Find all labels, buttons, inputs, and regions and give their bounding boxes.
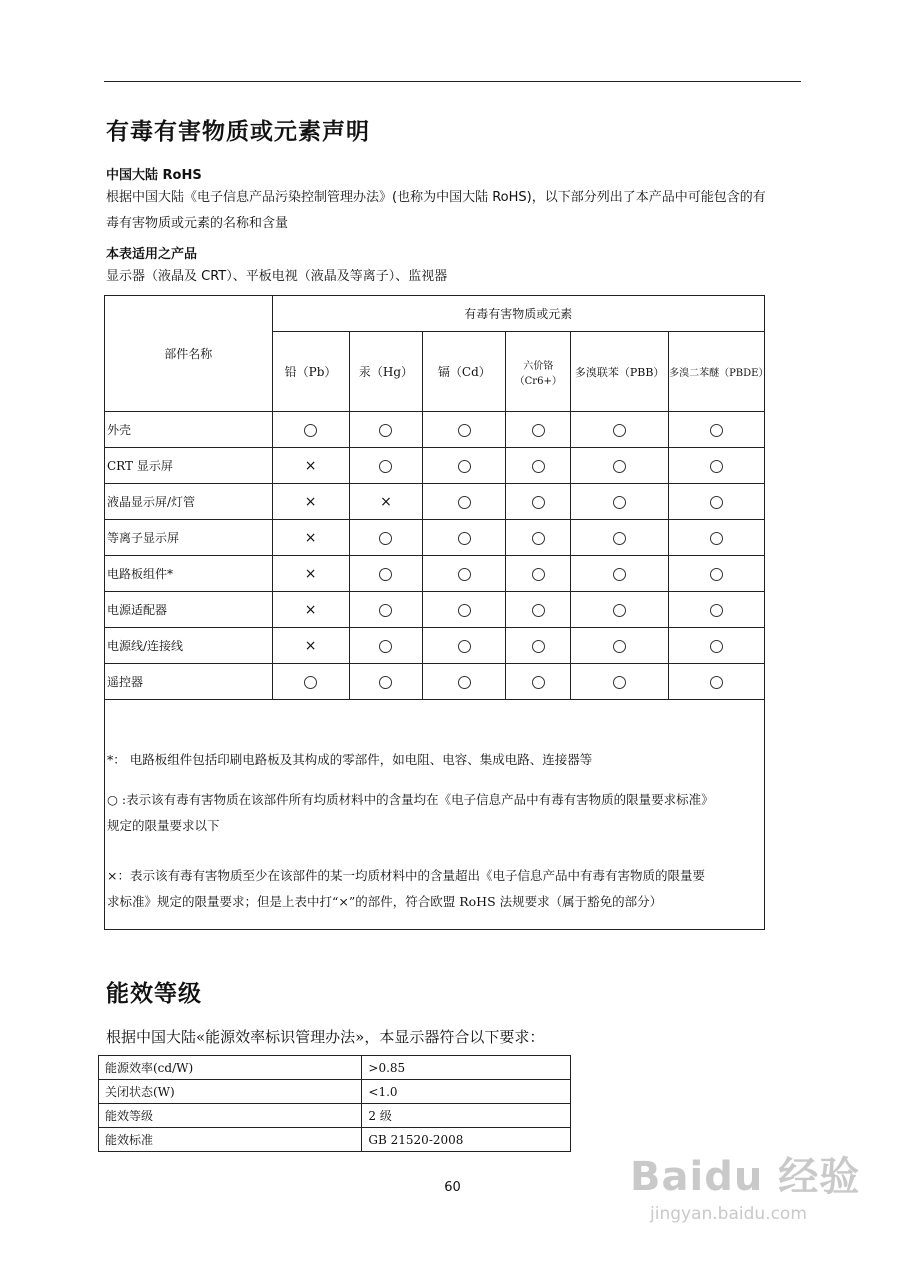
- circle-mark-icon: [379, 604, 392, 617]
- table-row: [99, 1104, 571, 1128]
- substance-cell: [571, 520, 669, 556]
- part-name: 遥控器: [105, 664, 273, 700]
- substance-cell: [423, 664, 506, 700]
- substance-cell: [423, 556, 506, 592]
- energy-intro: 根据中国大陆«能源效率标识管理办法»，本显示器符合以下要求：: [106, 1028, 545, 1046]
- energy-label: 关闭状态(W): [99, 1080, 362, 1104]
- page-number: 60: [444, 1180, 461, 1195]
- circle-mark-icon: [613, 604, 626, 617]
- substance-cell: [423, 484, 506, 520]
- circle-mark-icon: [710, 496, 723, 509]
- subtitle-rohs: 中国大陆 RoHS: [106, 168, 202, 183]
- top-rule: [104, 81, 801, 82]
- circle-mark-icon: [710, 568, 723, 581]
- substance-cell: [349, 448, 423, 484]
- cross-mark: ×: [304, 637, 317, 654]
- cross-mark: ×: [304, 529, 317, 546]
- circle-mark-icon: [379, 532, 392, 545]
- intro-line-2: 毒有害物质或元素的名称和含量: [106, 216, 289, 231]
- circle-mark-icon: [710, 604, 723, 617]
- circle-mark-icon: [532, 496, 545, 509]
- note-circle-line-2: 规定的限量要求以下: [107, 818, 220, 833]
- part-name-header: 部件名称: [105, 296, 273, 412]
- cross-mark: ×: [304, 565, 317, 582]
- circle-mark-icon: [458, 676, 471, 689]
- substance-cell: [349, 664, 423, 700]
- circle-mark-icon: [532, 604, 545, 617]
- circle-mark-icon: [458, 532, 471, 545]
- part-name: 等离子显示屏: [105, 520, 273, 556]
- cross-mark: ×: [304, 457, 317, 474]
- circle-mark-icon: [458, 460, 471, 473]
- column-header: 汞（Hg）: [349, 332, 423, 412]
- substance-cell: [506, 412, 571, 448]
- table-row: [105, 412, 765, 448]
- circle-mark-icon: [613, 568, 626, 581]
- note-cross-line-1: ×：表示该有毒有害物质至少在该部件的某一均质材料中的含量超出《电子信息产品中有毒有害物质的限量要: [107, 868, 705, 883]
- energy-value: 2 级: [362, 1104, 571, 1128]
- circle-mark-icon: [532, 460, 545, 473]
- part-name: 液晶显示屏/灯管: [105, 484, 273, 520]
- circle-mark-icon: [710, 424, 723, 437]
- table-row: [105, 556, 765, 592]
- substance-cell: [571, 592, 669, 628]
- substance-cell: [423, 448, 506, 484]
- substance-cell: [349, 628, 423, 664]
- circle-mark-icon: [710, 676, 723, 689]
- substance-cell: [571, 448, 669, 484]
- circle-mark-icon: [613, 676, 626, 689]
- substance-cell: [272, 448, 349, 484]
- energy-value: <1.0: [362, 1080, 571, 1104]
- note-cross: [107, 863, 762, 915]
- substance-cell: [571, 664, 669, 700]
- circle-mark-icon: [710, 640, 723, 653]
- substance-cell: [571, 628, 669, 664]
- circle-mark-icon: [458, 640, 471, 653]
- substance-cell: [506, 664, 571, 700]
- energy-label: 能效等级: [99, 1104, 362, 1128]
- substance-cell: [506, 448, 571, 484]
- substance-cell: [423, 412, 506, 448]
- substance-cell: [669, 556, 765, 592]
- circle-mark-icon: [304, 424, 317, 437]
- circle-mark-icon: [379, 568, 392, 581]
- column-header: 六价铬（Cr6+）: [506, 332, 571, 412]
- note-star: *： 电路板组件包括印刷电路板及其构成的零部件，如电阻、电容、集成电路、连接器等: [107, 752, 593, 767]
- substance-cell: [571, 412, 669, 448]
- substance-cell: [669, 448, 765, 484]
- substance-cell: [349, 484, 423, 520]
- circle-mark-icon: [613, 424, 626, 437]
- energy-value: >0.85: [362, 1056, 571, 1080]
- circle-mark-icon: [458, 568, 471, 581]
- substance-cell: [506, 556, 571, 592]
- circle-mark-icon: [379, 676, 392, 689]
- table-row: [105, 484, 765, 520]
- cross-mark: ×: [380, 493, 392, 510]
- substance-cell: [272, 628, 349, 664]
- energy-label: 能源效率(cd/W): [99, 1056, 362, 1080]
- substance-cell: [506, 628, 571, 664]
- section-title-energy: 能效等级: [106, 981, 202, 1007]
- circle-mark-icon: [532, 532, 545, 545]
- substance-cell: [669, 520, 765, 556]
- circle-mark-icon: [613, 532, 626, 545]
- substance-cell: [349, 520, 423, 556]
- column-header: 镉（Cd）: [423, 332, 506, 412]
- watermark-logo: Baidu 经验: [630, 1154, 861, 1200]
- watermark-url: jingyan.baidu.com: [650, 1204, 807, 1224]
- circle-mark-icon: [613, 496, 626, 509]
- circle-mark-icon: [304, 676, 317, 689]
- substance-cell: [669, 628, 765, 664]
- substance-cell: [349, 412, 423, 448]
- circle-mark-icon: [379, 640, 392, 653]
- table-row: [105, 628, 765, 664]
- substance-cell: [272, 664, 349, 700]
- section-title-hazardous: 有毒有害物质或元素声明: [106, 119, 370, 145]
- circle-mark-icon: [613, 640, 626, 653]
- note-circle-line-1: ○ :表示该有毒有害物质在该部件所有均质材料中的含量均在《电子信息产品中有毒有害物质的限量要求标准》: [107, 792, 714, 807]
- cross-mark: ×: [304, 493, 317, 510]
- table-row: [105, 520, 765, 556]
- substance-cell: [669, 664, 765, 700]
- table-row: [105, 664, 765, 700]
- substance-cell: [272, 556, 349, 592]
- substance-cell: [423, 520, 506, 556]
- part-name: CRT 显示屏: [105, 448, 273, 484]
- notes-cell: [105, 700, 765, 930]
- circle-mark-icon: [458, 604, 471, 617]
- energy-value: GB 21520-2008: [362, 1128, 571, 1152]
- part-name: 外壳: [105, 412, 273, 448]
- substance-cell: [506, 592, 571, 628]
- circle-mark-icon: [532, 640, 545, 653]
- column-header: 多溴二苯醚（PBDE）: [669, 332, 765, 412]
- substance-cell: [506, 520, 571, 556]
- applicable-products: 显示器（液晶及 CRT）、平板电视（液晶及等离子）、监视器: [106, 269, 448, 284]
- circle-mark-icon: [458, 496, 471, 509]
- baidu-watermark: [630, 1145, 860, 1224]
- rohs-table: [104, 295, 769, 930]
- substance-cell: [272, 520, 349, 556]
- table-row: [99, 1128, 571, 1152]
- circle-mark-icon: [379, 424, 392, 437]
- circle-mark-icon: [379, 460, 392, 473]
- substance-cell: [669, 412, 765, 448]
- substance-cell: [506, 484, 571, 520]
- cross-mark: ×: [304, 601, 317, 618]
- substance-cell: [423, 592, 506, 628]
- substance-cell: [272, 592, 349, 628]
- substance-cell: [669, 484, 765, 520]
- circle-mark-icon: [532, 424, 545, 437]
- substance-cell: [272, 484, 349, 520]
- part-name: 电源适配器: [105, 592, 273, 628]
- column-header: 铅（Pb）: [272, 332, 349, 412]
- substance-cell: [571, 484, 669, 520]
- note-cross-line-2: 求标准》规定的限量要求；但是上表中打“×”的部件，符合欧盟 RoHS 法规要求（属于豁免的部分）: [107, 894, 663, 909]
- intro-line-1: 根据中国大陆《电子信息产品污染控制管理办法》(也称为中国大陆 RoHS)，以下部分列出了本产品中可能包含的有: [106, 190, 766, 205]
- circle-mark-icon: [613, 460, 626, 473]
- note-circle: [107, 787, 762, 839]
- circle-mark-icon: [532, 568, 545, 581]
- table-row: [105, 448, 765, 484]
- substance-cell: [349, 556, 423, 592]
- table-row: [105, 592, 765, 628]
- intro-paragraph: [106, 185, 766, 237]
- circle-mark-icon: [710, 532, 723, 545]
- table-row: [99, 1056, 571, 1080]
- substance-cell: [349, 592, 423, 628]
- circle-mark-icon: [458, 424, 471, 437]
- subtitle-applicable: 本表适用之产品: [106, 247, 198, 262]
- circle-mark-icon: [710, 460, 723, 473]
- substance-cell: [272, 412, 349, 448]
- energy-table: [98, 1055, 571, 1152]
- substance-cell: [423, 628, 506, 664]
- circle-mark-icon: [532, 676, 545, 689]
- substance-cell: [669, 592, 765, 628]
- energy-label: 能效标准: [99, 1128, 362, 1152]
- part-name: 电路板组件*: [105, 556, 273, 592]
- substance-cell: [571, 556, 669, 592]
- table-row: [99, 1080, 571, 1104]
- column-header: 多溴联苯（PBB）: [571, 332, 669, 412]
- part-name: 电源线/连接线: [105, 628, 273, 664]
- substances-group-header: 有毒有害物质或元素: [272, 296, 764, 332]
